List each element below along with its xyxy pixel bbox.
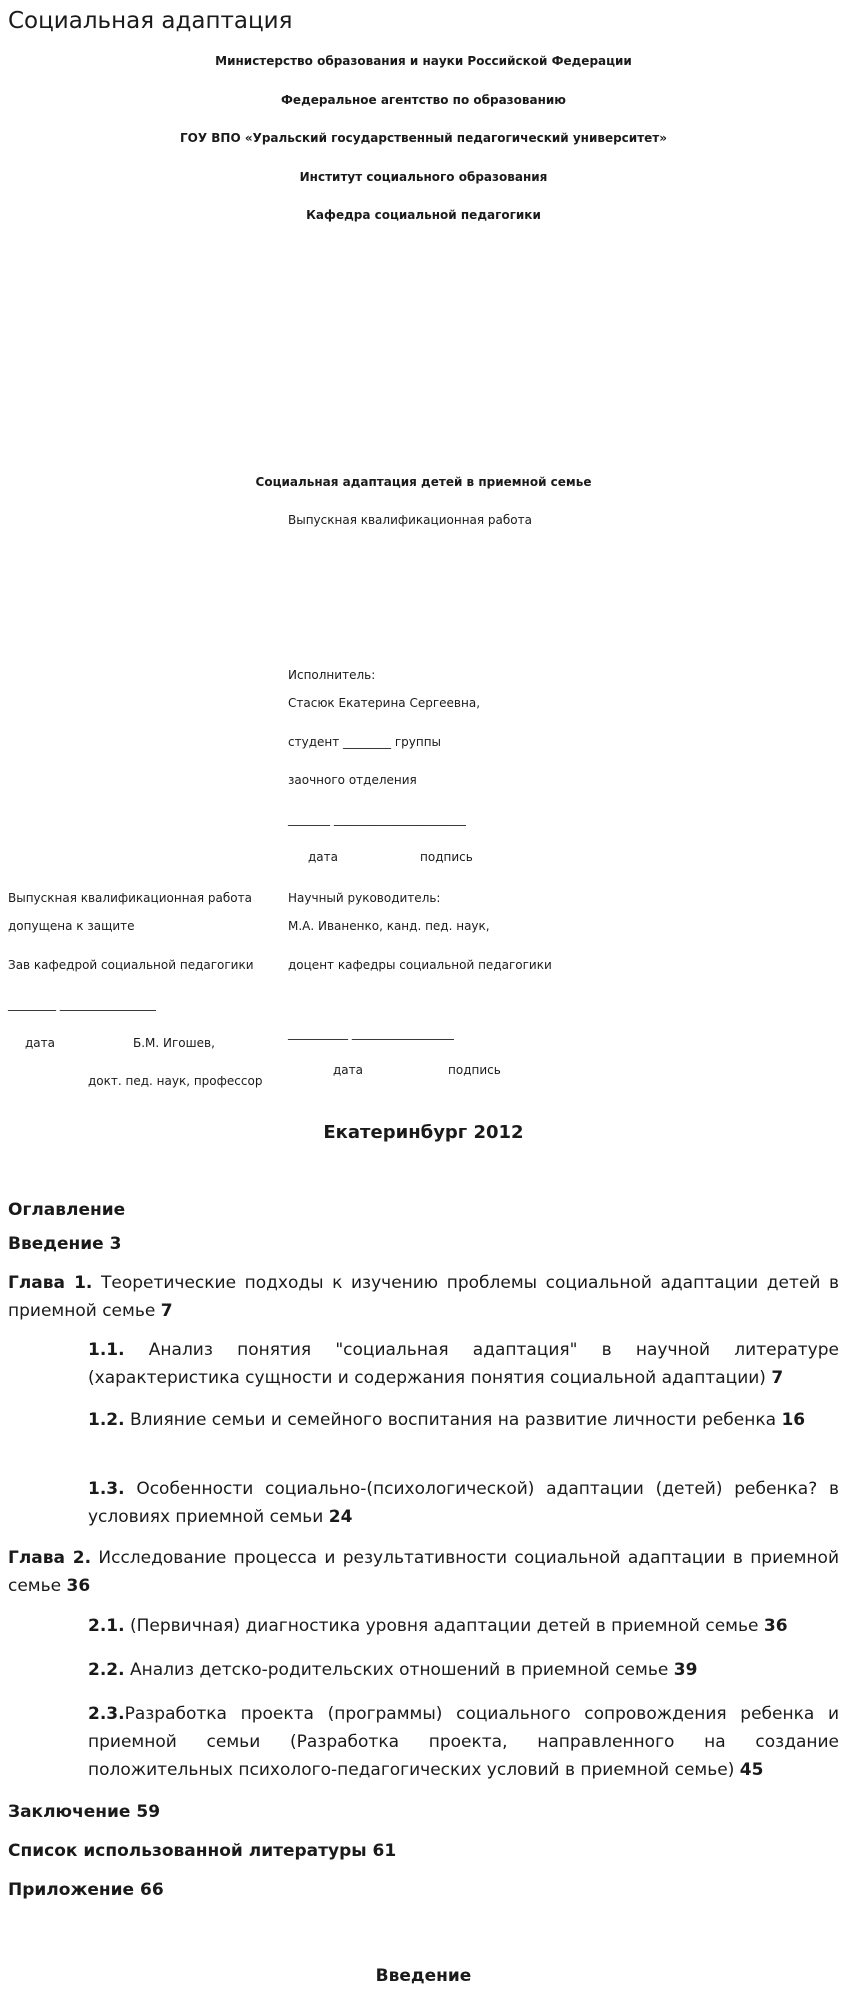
head-name: Б.М. Игошев, [133, 1036, 215, 1050]
toc-section-2-2-text: Анализ детско-родительских отношений в приемной семье [124, 1660, 674, 1680]
toc-section-1-2-label: 1.2. [88, 1410, 125, 1430]
executor-signature-line: _______ ______________________ [288, 812, 466, 826]
work-title: Социальная адаптация детей в приемной семье [255, 475, 592, 489]
admission-line-3: Зав кафедрой социальной педагогики [8, 958, 254, 972]
supervisor-label: Научный руководитель: [288, 891, 441, 905]
toc-chapter-1 [8, 1269, 839, 1325]
executor-group: студент ________ группы [288, 735, 442, 749]
toc-section-1-1 [88, 1336, 839, 1392]
supervisor-name: М.А. Иваненко, канд. пед. наук, [288, 919, 490, 933]
toc-chapter-2-text: Исследование процесса и результативности социальной адаптации в приемной семье [8, 1548, 839, 1596]
toc-section-1-3-label: 1.3. [88, 1479, 125, 1499]
toc-chapter-2 [8, 1544, 839, 1600]
toc-section-2-3-label: 2.3. [88, 1704, 125, 1724]
toc-section-2-1-label: 2.1. [88, 1616, 125, 1636]
toc-section-2-3-text: Разработка проекта (программы) социального сопровождения ребенка и приемной семьи (Разработка проекта, направленного на создание положительных психолого-педагогических условий в приемной семье) [88, 1704, 839, 1780]
city-year: Екатеринбург 2012 [323, 1122, 524, 1143]
supervisor-signature-label: подпись [448, 1063, 501, 1077]
supervisor-position: доцент кафедры социальной педагогики [288, 958, 552, 972]
toc-intro: Введение 3 [8, 1234, 122, 1254]
toc-section-1-1-label: 1.1. [88, 1340, 125, 1360]
toc-section-1-1-page: 7 [771, 1368, 784, 1388]
executor-dept: заочного отделения [288, 773, 417, 787]
toc-chapter-2-label: Глава 2. [8, 1548, 92, 1568]
supervisor-signature-line: __________ _________________ [288, 1026, 454, 1040]
toc-section-2-3 [88, 1700, 839, 1784]
institute-line: Институт социального образования [299, 170, 548, 184]
toc-section-2-1-page: 36 [763, 1616, 788, 1636]
toc-section-1-2-page: 16 [781, 1410, 806, 1430]
toc-section-1-1-text: Анализ понятия "социальная адаптация" в научной литературе (характеристика сущности и содержания понятия социальной адаптации) [88, 1340, 839, 1388]
toc-section-2-2 [88, 1656, 839, 1684]
toc-section-1-2-text: Влияние семьи и семейного воспитания на развитие личности ребенка [124, 1410, 782, 1430]
university-line: ГОУ ВПО «Уральский государственный педагогический университет» [179, 131, 668, 145]
executor-name: Стасюк Екатерина Сергеевна, [288, 696, 481, 710]
toc-references: Список использованной литературы 61 [8, 1841, 397, 1861]
toc-chapter-1-text: Теоретические подходы к изучению проблемы социальной адаптации детей в приемной семье [8, 1273, 839, 1321]
toc-section-1-3-text: Особенности социально-(психологической) адаптации (детей) ребенка? в условиях приемной семьи [88, 1479, 839, 1527]
toc-chapter-1-label: Глава 1. [8, 1273, 93, 1293]
toc-chapter-1-page: 7 [160, 1301, 173, 1321]
toc-chapter-2-page: 36 [66, 1576, 91, 1596]
admission-date-label: дата [25, 1036, 55, 1050]
toc-section-2-1-text: (Первичная) диагностика уровня адаптации детей в приемной семье [124, 1616, 764, 1636]
toc-section-2-2-page: 39 [673, 1660, 698, 1680]
admission-line-1: Выпускная квалификационная работа [8, 891, 252, 905]
department-line: Кафедра социальной педагогики [306, 208, 541, 222]
executor-signature-label: подпись [420, 850, 473, 864]
executor-label: Исполнитель: [288, 668, 376, 682]
toc-section-2-2-label: 2.2. [88, 1660, 125, 1680]
toc-heading: Оглавление [8, 1200, 126, 1220]
supervisor-date-label: дата [333, 1063, 363, 1077]
admission-line-2: допущена к защите [8, 919, 135, 933]
work-type: Выпускная квалификационная работа [288, 513, 532, 527]
admission-signature-line: ________ ________________ [8, 997, 156, 1011]
head-degree: докт. пед. наук, профессор [88, 1074, 263, 1088]
toc-section-1-2 [88, 1406, 839, 1434]
toc-section-2-1 [88, 1612, 839, 1640]
toc-appendix: Приложение 66 [8, 1880, 164, 1900]
section-heading-introduction: Введение [375, 1966, 472, 1986]
toc-conclusion: Заключение 59 [8, 1802, 161, 1822]
executor-date-label: дата [308, 850, 338, 864]
toc-section-1-3-page: 24 [328, 1507, 353, 1527]
page-title: Социальная адаптация [8, 8, 293, 34]
toc-section-1-3 [88, 1475, 839, 1531]
ministry-line: Министерство образования и науки Российской Федерации [215, 54, 632, 68]
agency-line: Федеральное агентство по образованию [281, 93, 566, 107]
toc-section-2-3-page: 45 [739, 1760, 764, 1780]
